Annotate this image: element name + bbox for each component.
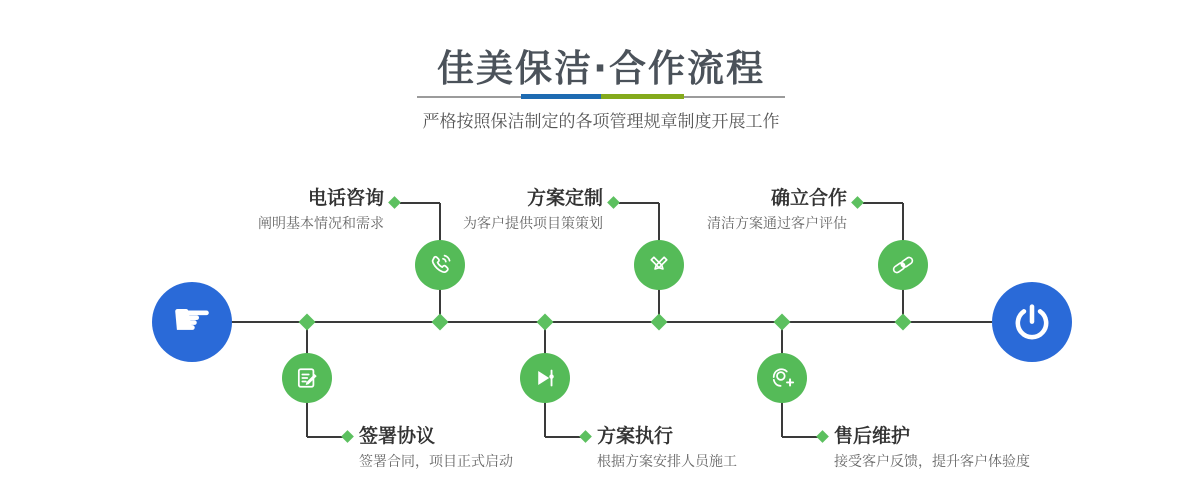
step-circle-support: [757, 353, 807, 403]
timeline-node-diamond: [432, 314, 449, 331]
step-desc: 为客户提供项目策策划: [463, 216, 603, 232]
timeline-node-diamond: [651, 314, 668, 331]
step-label-handshake: [567, 186, 847, 234]
step-title: 售后维护: [834, 425, 911, 447]
step-title: 方案执行: [597, 425, 674, 447]
timeline-main-line: [230, 321, 992, 323]
crossed-pencils-icon: [645, 251, 673, 279]
timeline-node-diamond: [774, 314, 791, 331]
step-desc: 签署合同，项目正式启动: [359, 454, 513, 470]
timeline-start-circle: [152, 282, 232, 362]
step-desc: 接受客户反馈，提升客户体验度: [834, 454, 1030, 470]
timeline-end-circle: [992, 282, 1072, 362]
label-diamond: [341, 430, 354, 443]
timeline-node-diamond: [895, 314, 912, 331]
step-title: 确立合作: [770, 187, 847, 209]
timeline-node-diamond: [537, 314, 554, 331]
divider-green-segment: [601, 94, 684, 99]
step-desc: 阐明基本情况和需求: [258, 216, 384, 232]
step-label-support: [834, 424, 1114, 472]
handshake-icon: [889, 251, 917, 279]
step-circle-phone: [415, 240, 465, 290]
step-title: 电话咨询: [307, 187, 384, 209]
document-pen-icon: [293, 364, 321, 392]
pointing-hand-icon: ☛: [171, 292, 213, 346]
headset-plus-icon: [768, 364, 796, 392]
play-slider-icon: [531, 364, 559, 392]
step-circle-handshake: [878, 240, 928, 290]
power-icon: [1011, 301, 1053, 343]
timeline-node-diamond: [299, 314, 316, 331]
step-title: 方案定制: [526, 187, 603, 209]
step-label-plan: [323, 186, 603, 234]
step-circle-plan: [634, 240, 684, 290]
step-circle-contract: [282, 353, 332, 403]
page-title: 佳美保洁·合作流程: [436, 47, 766, 90]
step-desc: 清洁方案通过客户评估: [707, 216, 847, 232]
connector-line: [863, 202, 903, 204]
label-diamond: [851, 196, 864, 209]
divider-blue-segment: [521, 94, 601, 99]
step-desc: 根据方案安排人员施工: [597, 454, 737, 470]
page-subtitle: 严格按照保洁制定的各项管理规章制度开展工作: [422, 112, 780, 132]
step-title: 签署协议: [359, 425, 436, 447]
step-circle-execute: [520, 353, 570, 403]
phone-icon: [426, 251, 454, 279]
